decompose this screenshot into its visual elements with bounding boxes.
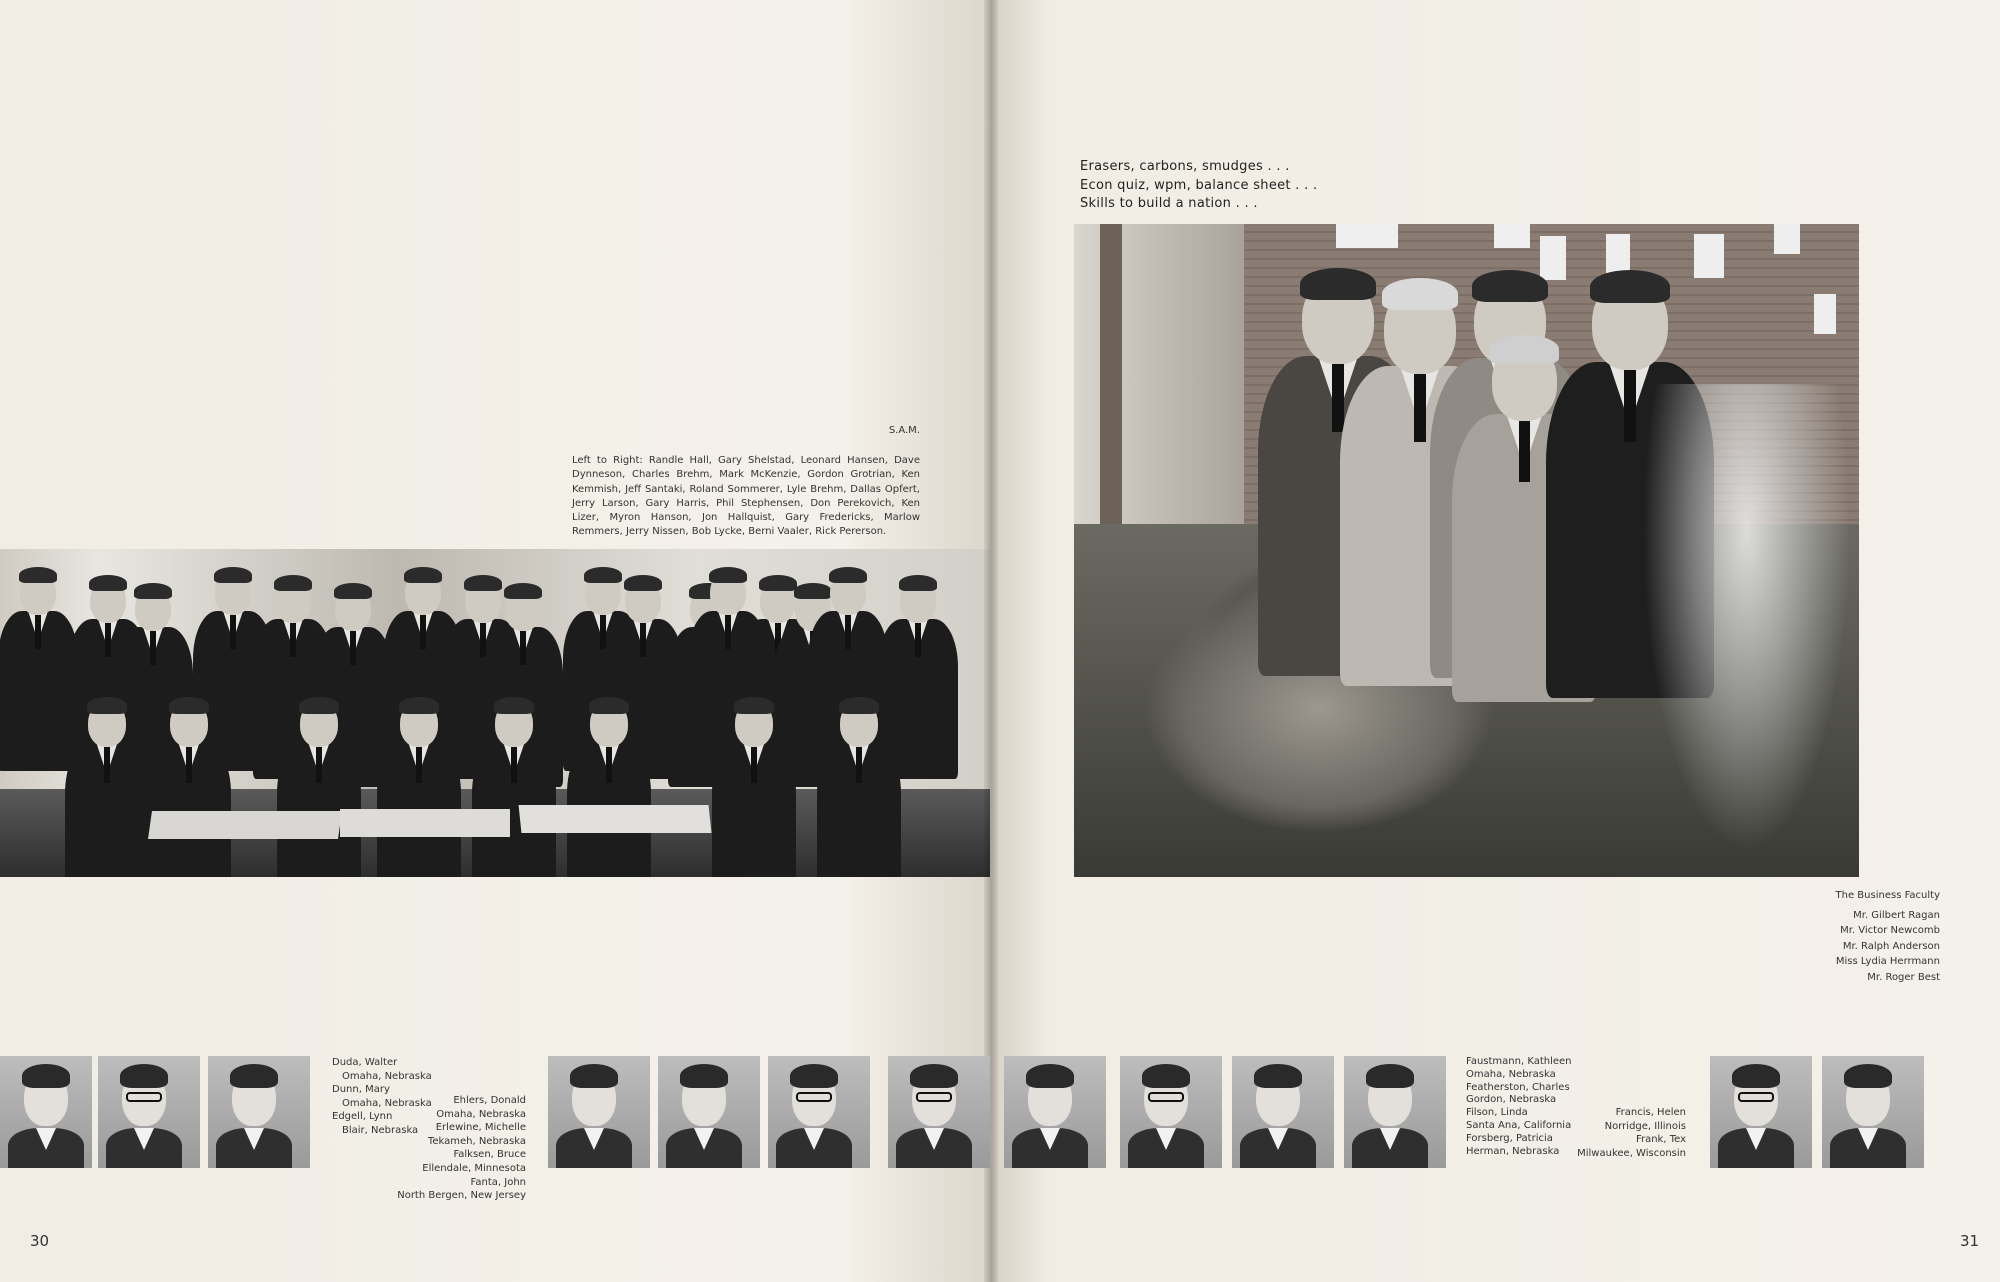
faculty-caption-title: The Business Faculty [1835,890,1940,901]
faculty-member: Mr. Roger Best [1867,971,1940,983]
name-line: Dunn, Mary [332,1084,390,1096]
name-line: Gordon, Nebraska [1466,1094,1557,1106]
name-line: Frank, Tex [1635,1134,1686,1146]
name-block-2 [380,1094,526,1203]
tagline-line: Erasers, carbons, smudges . . . [1080,159,1290,174]
student-portrait [208,1056,310,1168]
faculty-member: Mr. Gilbert Ragan [1853,909,1940,921]
name-line: Omaha, Nebraska [1466,1068,1556,1080]
name-line: Duda, Walter [332,1057,398,1068]
page-number-right: 31 [1960,1232,1980,1250]
student-portrait [888,1056,990,1168]
student-portrait [1004,1056,1106,1168]
name-line: Herman, Nebraska [1466,1145,1560,1157]
name-line: North Bergen, New Jersey [397,1190,526,1202]
student-portrait [98,1056,200,1168]
student-portrait [1822,1056,1924,1168]
name-block-4 [1570,1106,1686,1160]
name-line: Omaha, Nebraska [436,1108,526,1120]
name-line: Omaha, Nebraska [342,1097,432,1109]
name-line: Omaha, Nebraska [342,1070,432,1082]
group-caption [572,424,920,539]
student-portrait [548,1056,650,1168]
page-number-left: 30 [30,1232,50,1250]
faculty-member: Mr. Victor Newcomb [1840,925,1940,937]
name-line: Santa Ana, California [1466,1119,1572,1131]
student-portrait [658,1056,760,1168]
name-line: Milwaukee, Wisconsin [1577,1147,1686,1159]
student-portrait [1344,1056,1446,1168]
group-caption-text: Left to Right: Randle Hall, Gary Shelstad, Leonard Hansen, Dave Dynneson, Charles Brehm, Mark McKenzie, Gordon Grotrian, Ken Kemmish, Jeff Santaki, Roland Sommerer, Lyle Brehm, Dallas Opfert, Jerry Larson, Gary Harris, Phil Stephensen, Don Perekovich, Ken Lizer, Myron Hanson, Jon Hallquist, Gary Fredericks, Marlow Remmers, Jerry Nissen, Bob Lycke, Berni Vaaler, Rick Pererson. [572,455,920,538]
faculty-member: Miss Lydia Herrmann [1835,956,1940,968]
student-portrait [0,1056,92,1168]
name-line: Erlewine, Michelle [435,1122,526,1134]
name-line: Forsberg, Patricia [1466,1132,1553,1144]
name-line: Featherston, Charles [1466,1081,1570,1093]
sam-group-photo [0,549,995,877]
name-line: Francis, Helen [1615,1107,1686,1118]
name-line: Tekameh, Nebraska [427,1135,526,1147]
student-portrait [1710,1056,1812,1168]
student-portrait [1232,1056,1334,1168]
tagline-line: Econ quiz, wpm, balance sheet . . . [1080,177,1318,193]
name-line: Filson, Linda [1466,1107,1528,1119]
tagline [1080,158,1380,214]
tagline-line: Skills to build a nation . . . [1080,196,1258,211]
name-line: Ellendale, Minnesota [422,1162,526,1174]
student-portrait [768,1056,870,1168]
name-line: Edgell, Lynn [332,1111,393,1123]
business-faculty-photo [1074,224,1859,877]
faculty-member: Mr. Ralph Anderson [1842,940,1940,952]
name-line: Fanta, John [470,1176,526,1188]
student-portrait [1120,1056,1222,1168]
group-caption-title: S.A.M. [888,425,920,436]
name-line: Falksen, Bruce [453,1149,526,1161]
name-line: Faustmann, Kathleen [1466,1056,1572,1067]
faculty-caption [1640,888,1940,986]
name-line: Blair, Nebraska [342,1124,419,1136]
name-line: Norridge, Illinois [1604,1120,1686,1132]
name-line: Ehlers, Donald [453,1095,526,1106]
